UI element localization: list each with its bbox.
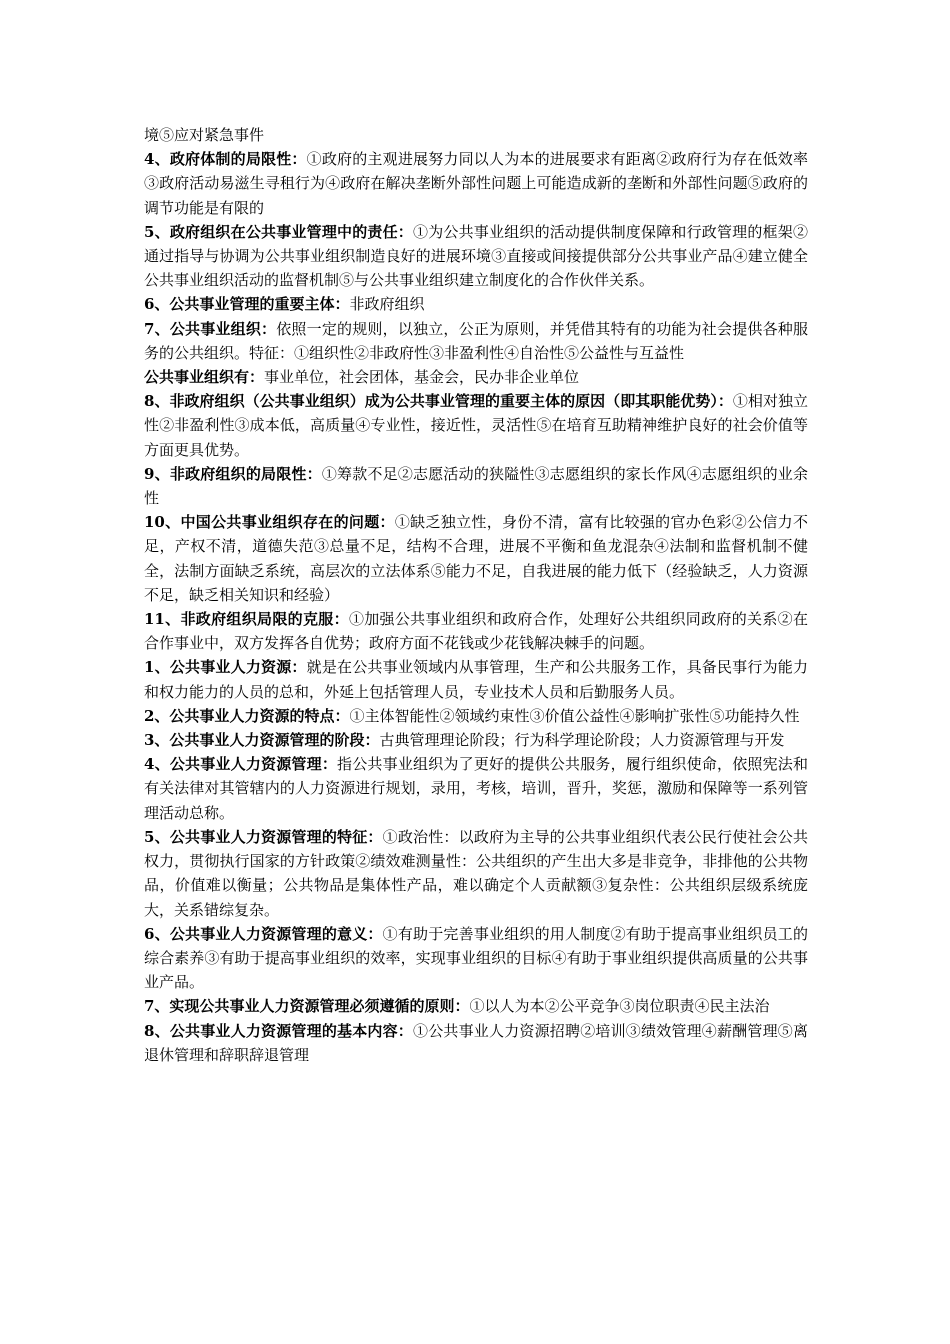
paragraph-heading: 9、非政府组织的局限性： — [144, 464, 322, 483]
paragraph-heading: 5、政府组织在公共事业管理中的责任： — [144, 222, 414, 241]
paragraph-body: ①政治性：以政府为主导的公共事业组织代表公民行使社会公共权力，贯彻执行国家的方针政策②绩效难测量性：公共组织的产生出大多是非竞争，非排他的公共物品，价值难以衡量；公共物品是集体性产品，难以确定个人贡献额③复杂性：公共组织层级系统庞大，关系错综复杂。 — [144, 827, 808, 919]
paragraph-body: 就是在公共事业领域内从事管理，生产和公共服务工作，具备民事行为能力和权力能力的人员的总和，外延上包括管理人员，专业技术人员和后勤服务人员。 — [144, 658, 808, 701]
paragraph-body: ①相对独立性②非盈利性③成本低，高质量④专业性，接近性，灵活性⑤在培育互助精神维护良好的社会价值等方面更具优势。 — [144, 392, 808, 459]
paragraph-public-organization — [144, 317, 808, 365]
paragraph-hr-features — [144, 704, 808, 728]
paragraph-heading: 8、非政府组织（公共事业组织）成为公共事业管理的重要主体的原因（即其职能优势）： — [144, 392, 733, 411]
paragraph-government-limitations — [144, 147, 808, 220]
paragraph-main-subject — [144, 292, 808, 316]
paragraph-heading: 7、实现公共事业人力资源管理必须遵循的原则： — [144, 997, 470, 1016]
paragraph-heading: 10、中国公共事业组织存在的问题： — [144, 513, 395, 532]
paragraph-government-responsibility — [144, 220, 808, 293]
paragraph-heading: 6、公共事业人力资源管理的意义： — [144, 924, 383, 943]
paragraph-body: ①有助于完善事业组织的用人制度②有助于提高事业组织员工的综合素养③有助于提高事业组织的效率，实现事业组织的目标④有助于事业组织提供高质量的公共事业产品。 — [144, 924, 808, 992]
paragraph-heading: 4、公共事业人力资源管理： — [144, 755, 338, 774]
paragraph-heading: 3、公共事业人力资源管理的阶段： — [144, 731, 380, 750]
paragraph-heading: 7、公共事业组织： — [144, 319, 277, 338]
paragraph-hr-definition — [144, 655, 808, 703]
paragraph-overcoming-limits — [144, 607, 808, 655]
paragraph-heading: 6、公共事业管理的重要主体： — [144, 295, 350, 314]
paragraph-body: 境⑤应对紧急事件 — [144, 126, 265, 144]
paragraph-body: ①主体智能性②领域约束性③价值公益性④影响扩张性⑤功能持久性 — [349, 706, 800, 725]
paragraph-body: ①公共事业人力资源招聘②培训③绩效管理④薪酬管理⑤离退休管理和辞职辞退管理 — [144, 1021, 808, 1064]
paragraph-hr-contents — [144, 1019, 808, 1067]
document-page — [144, 123, 808, 1067]
paragraph-body: ①为公共事业组织的活动提供制度保障和行政管理的框架②通过指导与协调为公共事业组织制造良好的进展环境③直接或间接提供部分公共事业产品④建立健全公共事业组织活动的监督机制⑤与公共事业组织建立制度化的合作伙伴关系。 — [144, 222, 808, 290]
paragraph-organization-types — [144, 365, 808, 389]
paragraph-ngo-advantages — [144, 389, 808, 462]
paragraph-body: ①筹款不足②志愿活动的狭隘性③志愿组织的家长作风④志愿组织的业余性 — [144, 464, 808, 508]
paragraph-heading: 4、政府体制的局限性： — [144, 150, 307, 169]
paragraph-hr-principles — [144, 994, 808, 1018]
paragraph-body: ①加强公共事业组织和政府合作，处理好公共组织同政府的关系②在合作事业中，双方发挥各自优势；政府方面不花钱或少花钱解决棘手的问题。 — [144, 610, 808, 653]
paragraph-body: 指公共事业组织为了更好的提供公共服务，履行组织使命，依照宪法和有关法律对其管辖内的人力资源进行规划，录用，考核，培训，晋升，奖惩，激励和保障等一系列管理活动总称。 — [144, 755, 808, 822]
paragraph-intro — [144, 123, 808, 147]
paragraph-body: ①政府的主观进展努力同以人为本的进展要求有距离②政府行为存在低效率③政府活动易滋生寻租行为④政府在解决垄断外部性问题上可能造成新的垄断和外部性问题⑤政府的调节功能是有限的 — [144, 150, 808, 217]
paragraph-hr-significance — [144, 922, 808, 995]
paragraph-hr-management-features — [144, 825, 808, 922]
paragraph-body: 依照一定的规则，以独立，公正为原则，并凭借其特有的功能为社会提供各种服务的公共组织。特征：①组织性②非政府性③非盈利性④自治性⑤公益性与互益性 — [144, 319, 808, 362]
paragraph-heading: 11、非政府组织局限的克服： — [144, 610, 349, 629]
paragraph-hr-stages — [144, 728, 808, 752]
paragraph-body: ①以人为本②公平竞争③岗位职责④民主法治 — [469, 997, 770, 1016]
paragraph-heading: 1、公共事业人力资源： — [144, 658, 307, 677]
paragraph-body: ①缺乏独立性，身份不清，富有比较强的官办色彩②公信力不足，产权不清，道德失范③总量不足，结构不合理，进展不平衡和鱼龙混杂④法制和监督机制不健全，法制方面缺乏系统，高层次的立法体系⑤能力不足，自我进展的能力低下（经验缺乏，人力资源不足，缺乏相关知识和经验） — [144, 513, 808, 604]
paragraph-body: 非政府组织 — [349, 295, 425, 314]
paragraph-hr-management — [144, 752, 808, 825]
paragraph-heading: 2、公共事业人力资源的特点： — [144, 706, 350, 725]
paragraph-heading: 5、公共事业人力资源管理的特征： — [144, 827, 383, 846]
paragraph-heading: 8、公共事业人力资源管理的基本内容： — [144, 1021, 414, 1040]
paragraph-body: 古典管理理论阶段；行为科学理论阶段；人力资源管理与开发 — [379, 731, 785, 750]
paragraph-body: 事业单位，社会团体，基金会，民办非企业单位 — [264, 368, 580, 387]
paragraph-china-problems — [144, 510, 808, 607]
paragraph-heading: 公共事业组织有： — [144, 368, 265, 387]
paragraph-ngo-limitations — [144, 462, 808, 510]
